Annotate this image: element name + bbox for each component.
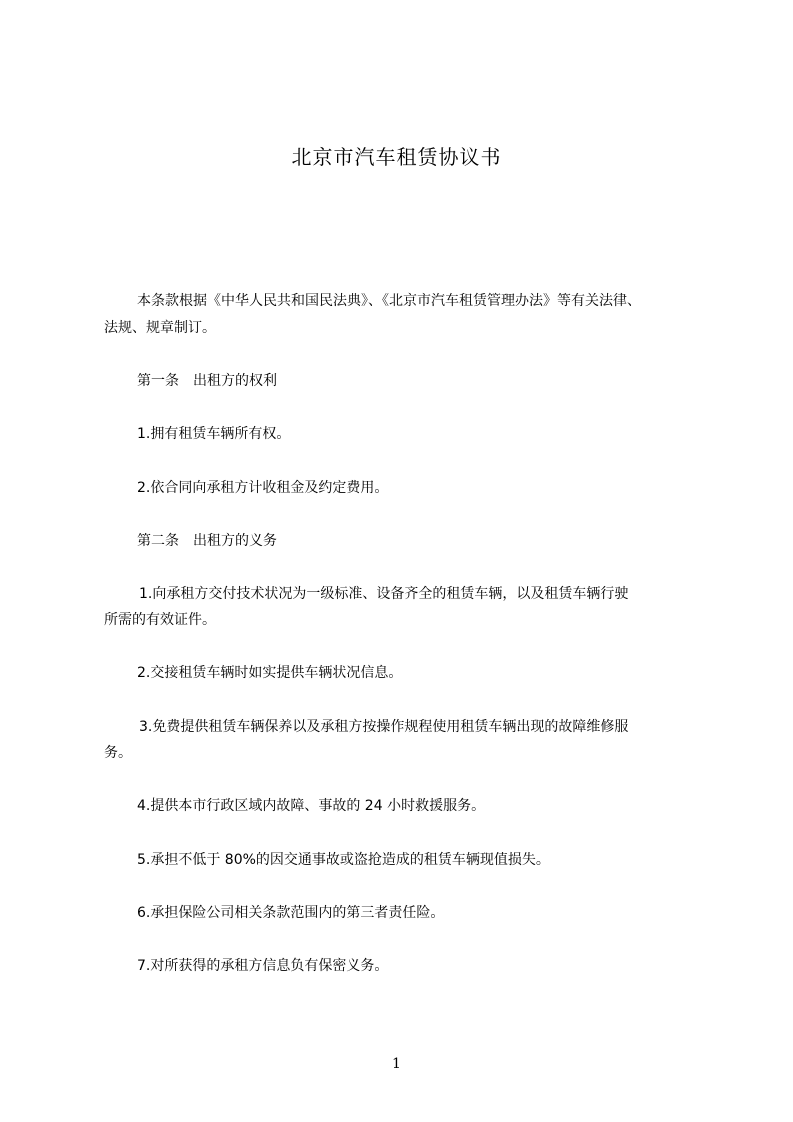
article-2-item-3-line-2: 务。 [104, 745, 132, 761]
article-2-heading: 第二条 出租方的义务 [137, 533, 277, 549]
page-number: 1 [392, 1056, 401, 1072]
article-2-item-7: 7.对所获得的承租方信息负有保密义务。 [137, 958, 389, 974]
article-1-item-2: 2.依合同向承租方计收租金及约定费用。 [137, 480, 389, 496]
article-1-item-1: 1.拥有租赁车辆所有权。 [137, 426, 291, 442]
article-2-item-6: 6.承担保险公司相关条款范围内的第三者责任险。 [137, 905, 445, 921]
article-2-item-1-line-1: 1.向承租方交付技术状况为一级标准、设备齐全的租赁车辆，以及租赁车辆行驶 [139, 586, 629, 602]
article-2-item-5: 5.承担不低于 80%的因交通事故或盗抢造成的租赁车辆现值损失。 [137, 852, 550, 868]
article-2-item-3-line-1: 3.免费提供租赁车辆保养以及承租方按操作规程使用租赁车辆出现的故障维修服 [139, 719, 629, 735]
document-title: 北京市汽车租赁协议书 [291, 145, 502, 169]
intro-paragraph-line-1: 本条款根据《中华人民共和国民法典》、《北京市汽车租赁管理办法》等有关法律、 [137, 293, 641, 309]
article-2-item-4: 4.提供本市行政区域内故障、事故的 24 小时救援服务。 [137, 798, 486, 814]
article-1-heading: 第一条 出租方的权利 [137, 373, 277, 389]
article-2-item-1-line-2: 所需的有效证件。 [104, 612, 216, 628]
article-2-item-2: 2.交接租赁车辆时如实提供车辆状况信息。 [137, 665, 403, 681]
intro-paragraph-line-2: 法规、规章制订。 [104, 320, 216, 336]
